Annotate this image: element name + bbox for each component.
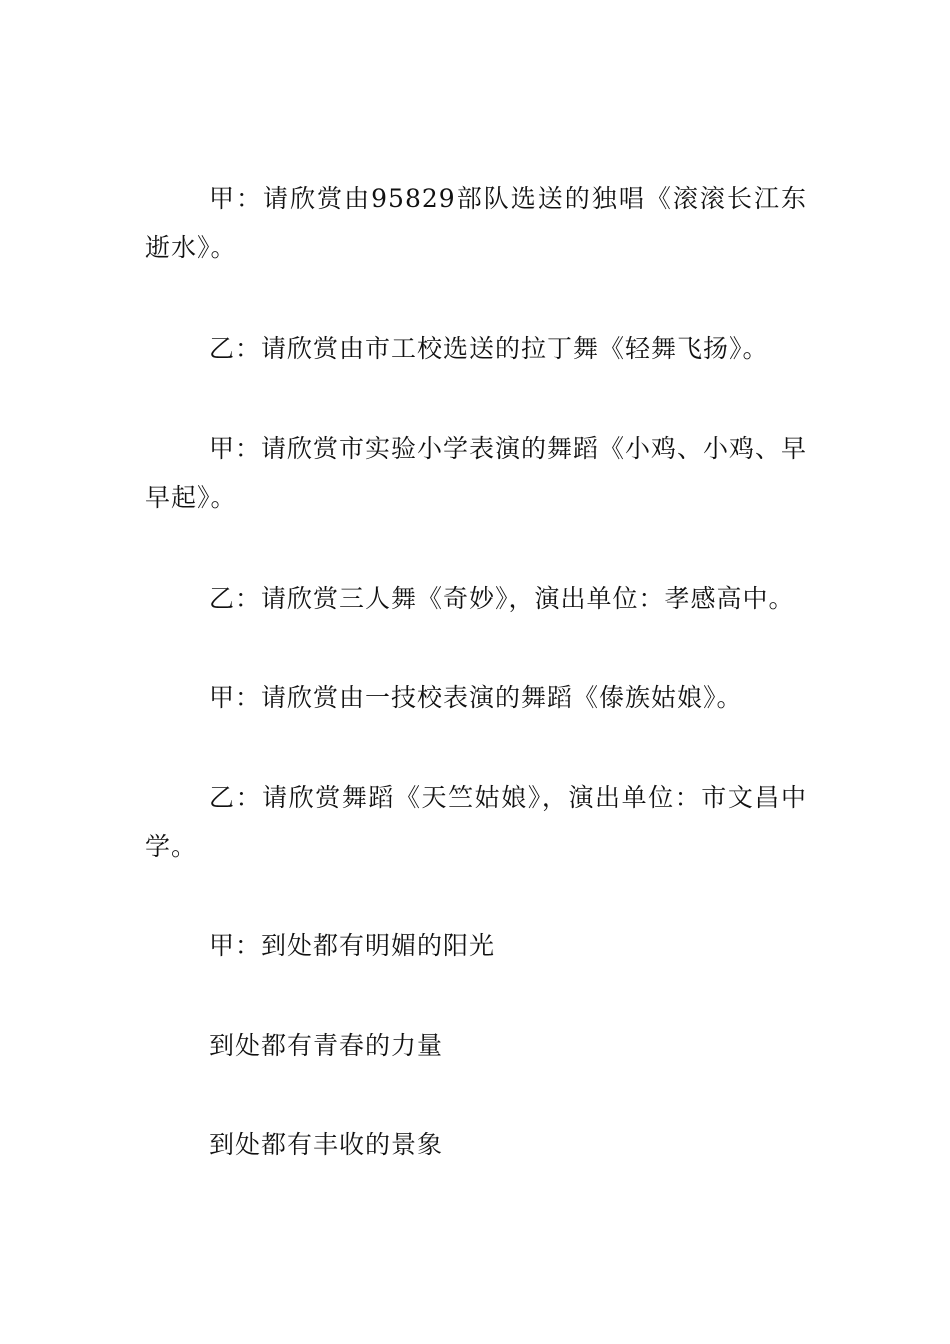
verse-line-2: 到处都有丰收的景象 (209, 1130, 444, 1159)
paragraph-7: 甲：到处都有明媚的阳光 (209, 931, 496, 960)
verse-line-1: 到处都有青春的力量 (209, 1031, 444, 1060)
paragraph-3: 甲：请欣赏市实验小学表演的舞蹈《小鸡、小鸡、早早起》。 (145, 434, 808, 512)
paragraph-6: 乙：请欣赏舞蹈《天竺姑娘》，演出单位：市文昌中学。 (145, 783, 807, 861)
paragraph-4: 乙：请欣赏三人舞《奇妙》，演出单位：孝感高中。 (209, 584, 795, 613)
paragraph-1: 甲：请欣赏由95829部队选送的独唱《滚滚长江东逝水》。 (145, 184, 807, 262)
paragraph-5: 甲：请欣赏由一技校表演的舞蹈《傣族姑娘》。 (209, 683, 743, 712)
paragraph-2: 乙：请欣赏由市工校选送的拉丁舞《轻舞飞扬》。 (209, 334, 769, 363)
